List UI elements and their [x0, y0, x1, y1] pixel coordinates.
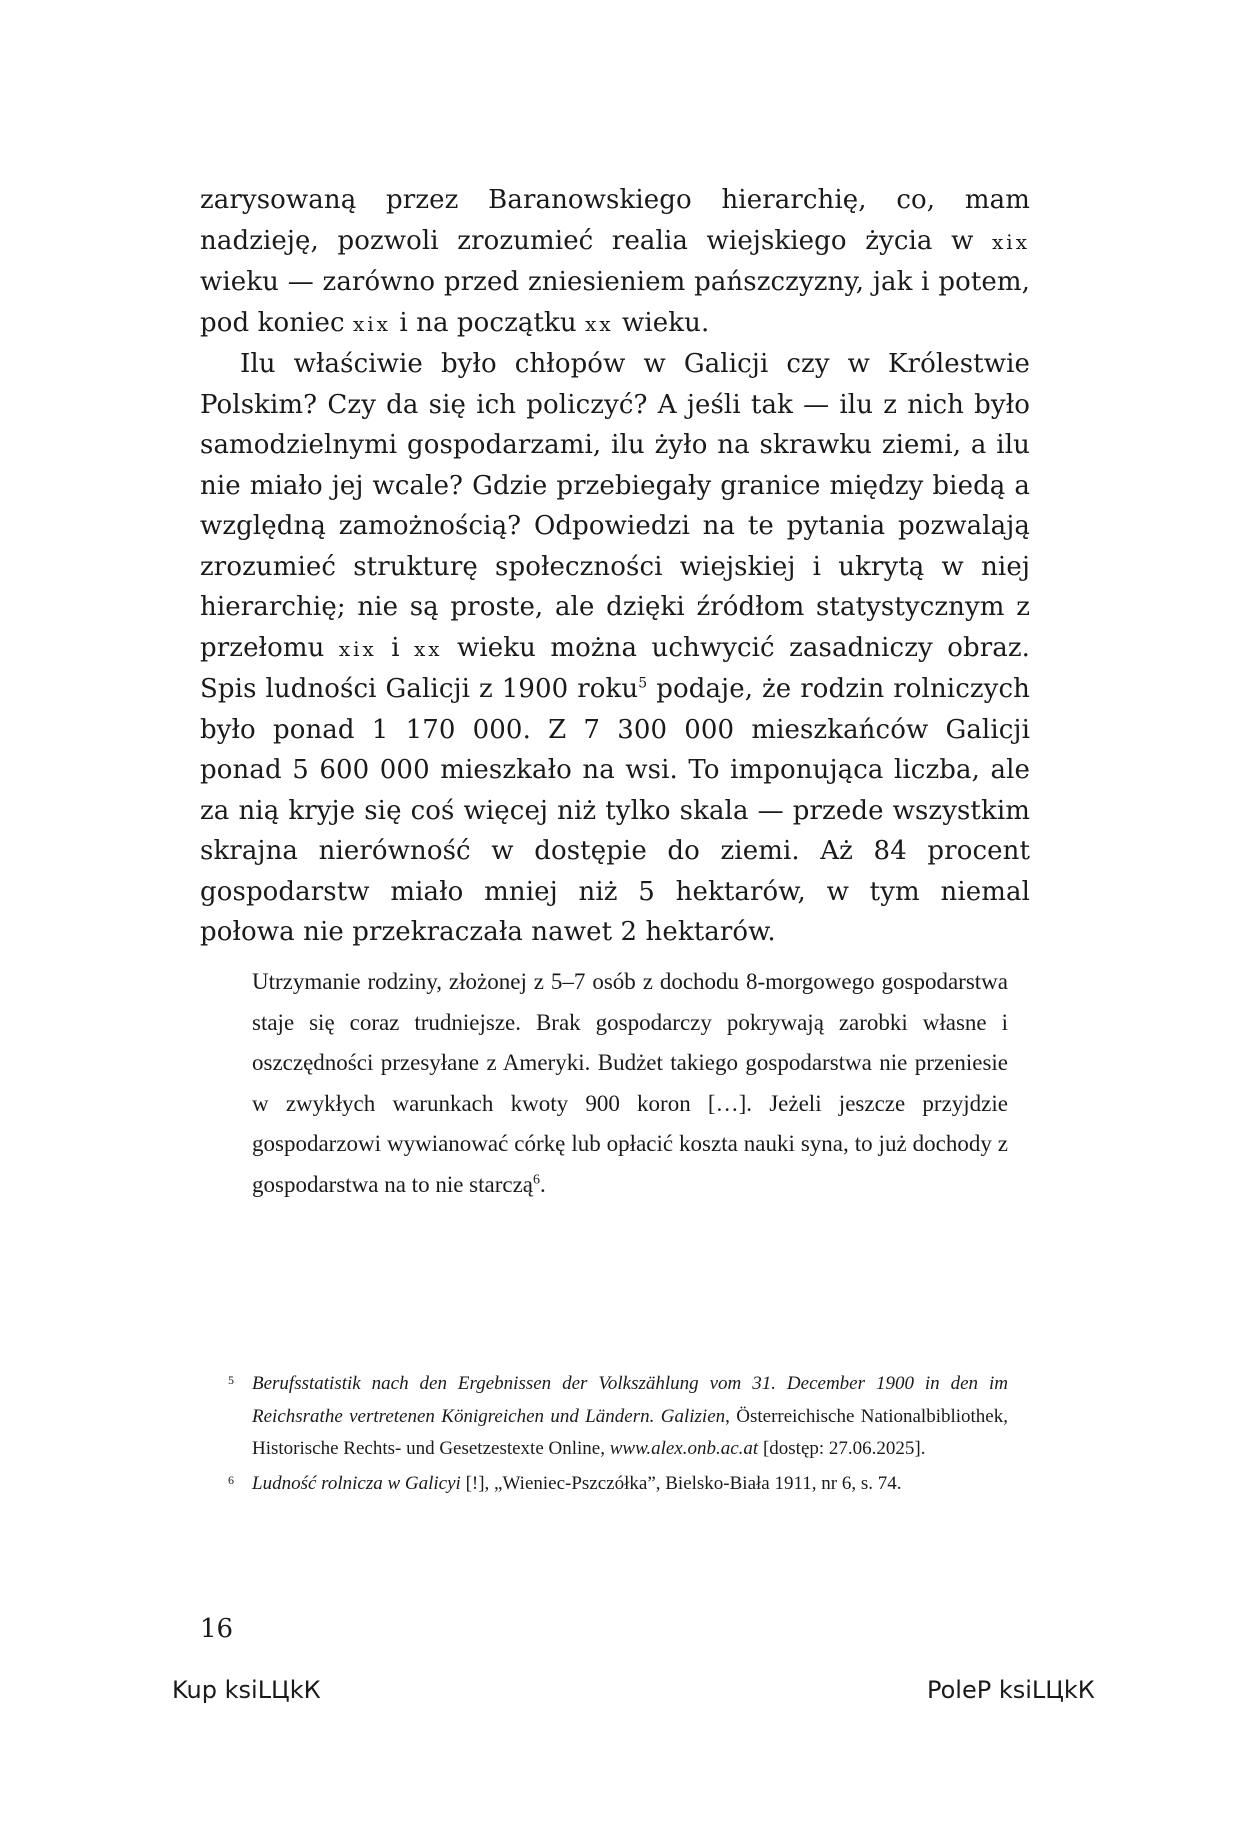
- main-text: [200, 180, 1030, 953]
- text-run: wieku.: [613, 307, 710, 338]
- footnote-title: Berufsstatistik nach den Ergebnissen der Volkszählung vom 31. December 1900 in den im Reichsrathe vertretenen Königreichen und Ländern. Galizien: [252, 1373, 1008, 1427]
- paragraph: [200, 344, 1030, 953]
- footnote-text: [!], „Wieniec-Pszczółka”, Bielsko-Biała 1911, nr 6, s. 74.: [460, 1472, 902, 1494]
- footer-buy-link[interactable]: Kup ksiLЦkК: [172, 1676, 321, 1704]
- text-run: wieku można uchwycić zasadniczy obraz. Spis ludności Galicji z 1900 roku: [200, 632, 1030, 704]
- footnote-reference[interactable]: 5: [638, 675, 648, 692]
- text-run: Ilu właściwie było chłopów w Galicji czy w Królestwie Polskim? Czy da się ich policzyć? A jeśli tak — ilu z nich było samodzielnymi gospodarzami, ilu żyło na skrawku ziemi, a ilu nie miało jej wcale? Gdzie przebiegały granice między biedą a względną zamożnością? Odpowiedzi na te pytania pozwalają zrozumieć strukturę społeczności wiejskiej i ukrytą w niej hierarchię; nie są proste, ale dzięki źródłom statystycznym z przełomu: [200, 349, 1030, 663]
- quote-text: Utrzymanie rodziny, złożonej z 5–7 osób z dochodu 8-morgowego gospodarstwa staje się coraz trudniejsze. Brak gospodarczy pokrywają zarobki własne i oszczędności przesyłane z Ameryki. Budżet takiego gospodarstwa nie przeniesie w zwykłych warunkach kwoty 900 koron […]. Jeżeli jeszcze przyjdzie gospodarzowi wywianować córkę lub opłacić koszta nauki syna, to już dochody z gospodarstwa na to nie starczą: [252, 969, 1008, 1197]
- small-caps-century: xix: [353, 311, 391, 336]
- footnote-number: 5: [228, 1373, 234, 1387]
- footer-recommend-link[interactable]: PoleР ksiLЦkК: [927, 1676, 1095, 1704]
- small-caps-century: xix: [338, 636, 377, 661]
- footnote: [228, 1468, 1008, 1501]
- block-quote: [252, 962, 1008, 1205]
- page-number: 16: [200, 1614, 234, 1644]
- small-caps-century: xix: [992, 229, 1030, 254]
- text-run: i: [376, 632, 415, 663]
- text-run: i na początku: [390, 307, 586, 338]
- footnote-reference[interactable]: 6: [533, 1171, 541, 1187]
- small-caps-century: xx: [414, 636, 443, 661]
- footnote-number: 6: [228, 1472, 234, 1487]
- paragraph: [200, 180, 1030, 344]
- text-run: podaje, że rodzin rolniczych było ponad 1 170 000. Z 7 300 000 mieszkańców Galicji ponad 5 600 000 mieszkało na wsi. To imponująca liczba, ale za nią kryje się coś więcej niż tylko skala — przede wszystkim skrajna nierówność w dostępie do ziemi. Aż 84 procent gospodarstw miało mniej niż 5 hektarów, w tym niemal połowa nie przekraczała nawet 2 hektarów.: [200, 674, 1030, 947]
- footnote-link[interactable]: www.alex.onb.ac.at: [609, 1438, 759, 1459]
- footnotes: [228, 1368, 1008, 1502]
- quote-end: .: [540, 1171, 546, 1197]
- footnote-text: [dostęp: 27.06.2025].: [758, 1438, 926, 1459]
- footnote-title: Ludność rolnicza w Galicyi: [252, 1472, 461, 1494]
- footnote-text: , Österreichische Nationalbibliothek, Historische Rechts- und Gesetzestexte Online,: [252, 1405, 1008, 1459]
- footnote: [228, 1368, 1008, 1466]
- text-run: wieku — zarówno przed zniesieniem pańszczyzny, jak i potem, pod koniec: [200, 267, 1030, 338]
- text-run: zarysowaną przez Baranowskiego hierarchię, co, mam nadzieję, pozwoli zrozumieć realia wiejskiego życia w: [200, 185, 1030, 256]
- small-caps-century: xx: [585, 311, 614, 336]
